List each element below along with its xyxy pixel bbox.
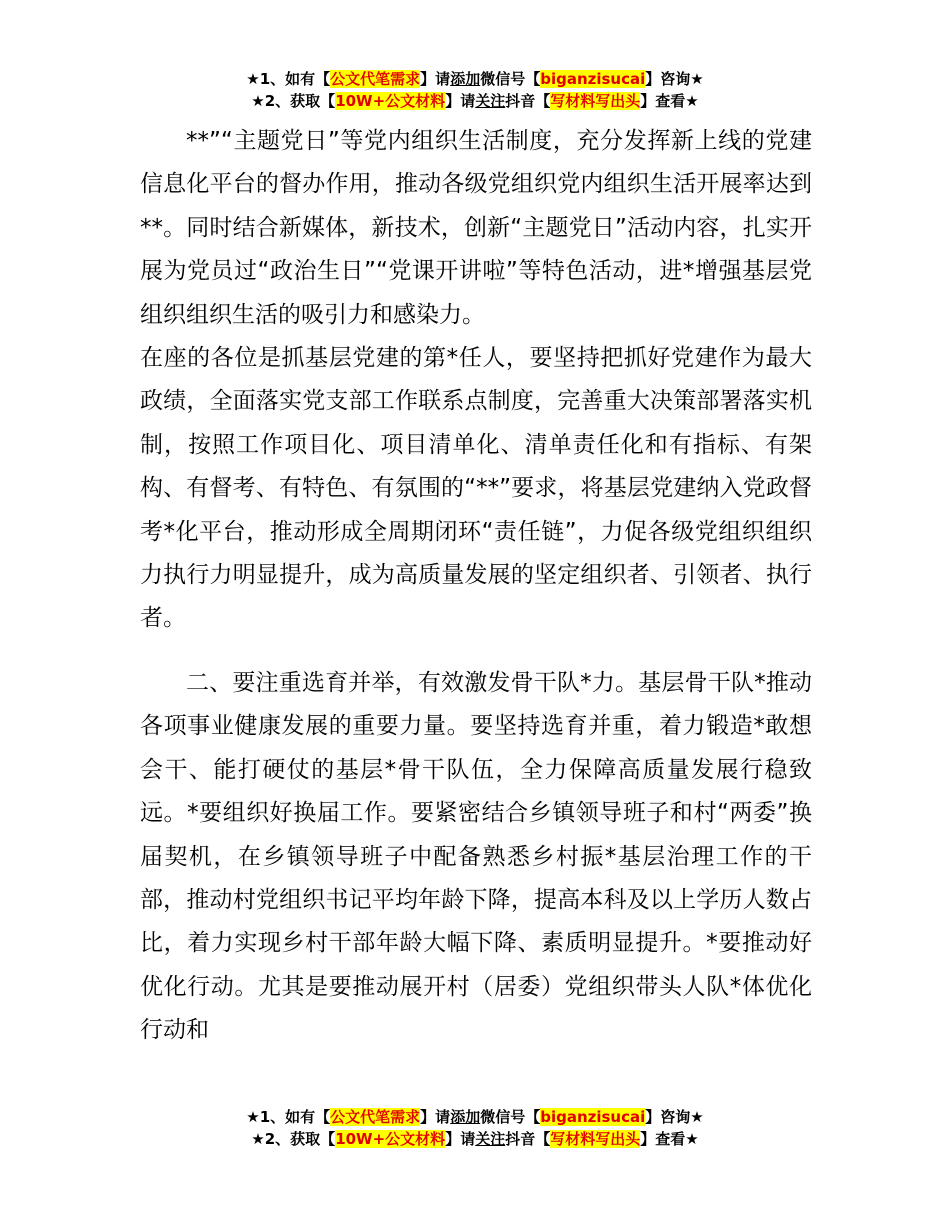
- highlight-materials: 10W+公文材料: [335, 1130, 446, 1148]
- header-banner: [0, 68, 950, 112]
- banner-text: 】请: [445, 1130, 476, 1148]
- highlight-service: 公文代笔需求: [330, 1108, 421, 1126]
- banner-line-1: [0, 1106, 950, 1128]
- highlight-wechat-id: biganzisucai: [540, 70, 646, 88]
- paragraph-2: 在座的各位是抓基层党建的第*任人，要坚持把抓好党建作为最大政绩，全面落实党支部工作联系点制度，完善重大决策部署落实机制，按照工作项目化、项目清单化、清单责任化和有指标、有架构、有督考、有特色、有氛围的“**”要求，将基层党建纳入党政督考*化平台，推动形成全周期闭环“责任链”，力促各级党组织组织力执行力明显提升，成为高质量发展的坚定组织者、引领者、执行者。: [140, 345, 812, 632]
- underlined-text: 关注: [475, 92, 506, 110]
- banner-text: 】查看★: [640, 92, 699, 110]
- banner-text: 】请: [420, 1108, 451, 1126]
- footer-banner: [0, 1106, 950, 1150]
- banner-text: 】请: [445, 92, 476, 110]
- banner-text: 微信号【: [480, 70, 541, 88]
- paragraph-gap: [140, 641, 812, 662]
- banner-line-2: [0, 1128, 950, 1150]
- banner-text: 】咨询★: [645, 70, 704, 88]
- banner-line-1: [0, 68, 950, 90]
- banner-text: 】咨询★: [645, 1108, 704, 1126]
- highlight-douyin-id: 写材料写出头: [550, 1130, 641, 1148]
- banner-text: ★1、如有【: [246, 1108, 331, 1126]
- banner-line-2: [0, 90, 950, 112]
- highlight-materials: 10W+公文材料: [335, 92, 446, 110]
- banner-text: 】查看★: [640, 1130, 699, 1148]
- paragraph-1: **”“主题党日”等党内组织生活制度，充分发挥新上线的党建信息化平台的督办作用，推动各级党组织党内组织生活开展率达到**。同时结合新媒体，新技术，创新“主题党日”活动内容，扎实开展为党员过“政治生日”“党课开讲啦”等特色活动，进*增强基层党组织组织生活的吸引力和感染力。: [140, 128, 812, 328]
- banner-text: 】请: [420, 70, 451, 88]
- banner-text: ★2、获取【: [251, 92, 336, 110]
- banner-text: 抖音【: [505, 92, 551, 110]
- document-body: [140, 120, 812, 1053]
- banner-text: 抖音【: [505, 1130, 551, 1148]
- banner-text: 微信号【: [480, 1108, 541, 1126]
- paragraph-3: 二、要注重选育并举，有效激发骨干队*力。基层骨干队*推动各项事业健康发展的重要力量。要坚持选育并重，着力锻造*敢想会干、能打硬仗的基层*骨干队伍，全力保障高质量发展行稳致远。*要组织好换届工作。要紧密结合乡镇领导班子和村“两委”换届契机，在乡镇领导班子中配备熟悉乡村振*基层治理工作的干部，推动村党组织书记平均年龄下降，提高本科及以上学历人数占比，着力实现乡村干部年龄大幅下降、素质明显提升。*要推动好优化行动。尤其是要推动展开村（居委）党组织带头人队*体优化行动和: [140, 669, 812, 1044]
- underlined-text: 添加: [450, 1108, 481, 1126]
- underlined-text: 关注: [475, 1130, 506, 1148]
- underlined-text: 添加: [450, 70, 481, 88]
- banner-text: ★1、如有【: [246, 70, 331, 88]
- highlight-wechat-id: biganzisucai: [540, 1108, 646, 1126]
- banner-text: ★2、获取【: [251, 1130, 336, 1148]
- highlight-douyin-id: 写材料写出头: [550, 92, 641, 110]
- highlight-service: 公文代笔需求: [330, 70, 421, 88]
